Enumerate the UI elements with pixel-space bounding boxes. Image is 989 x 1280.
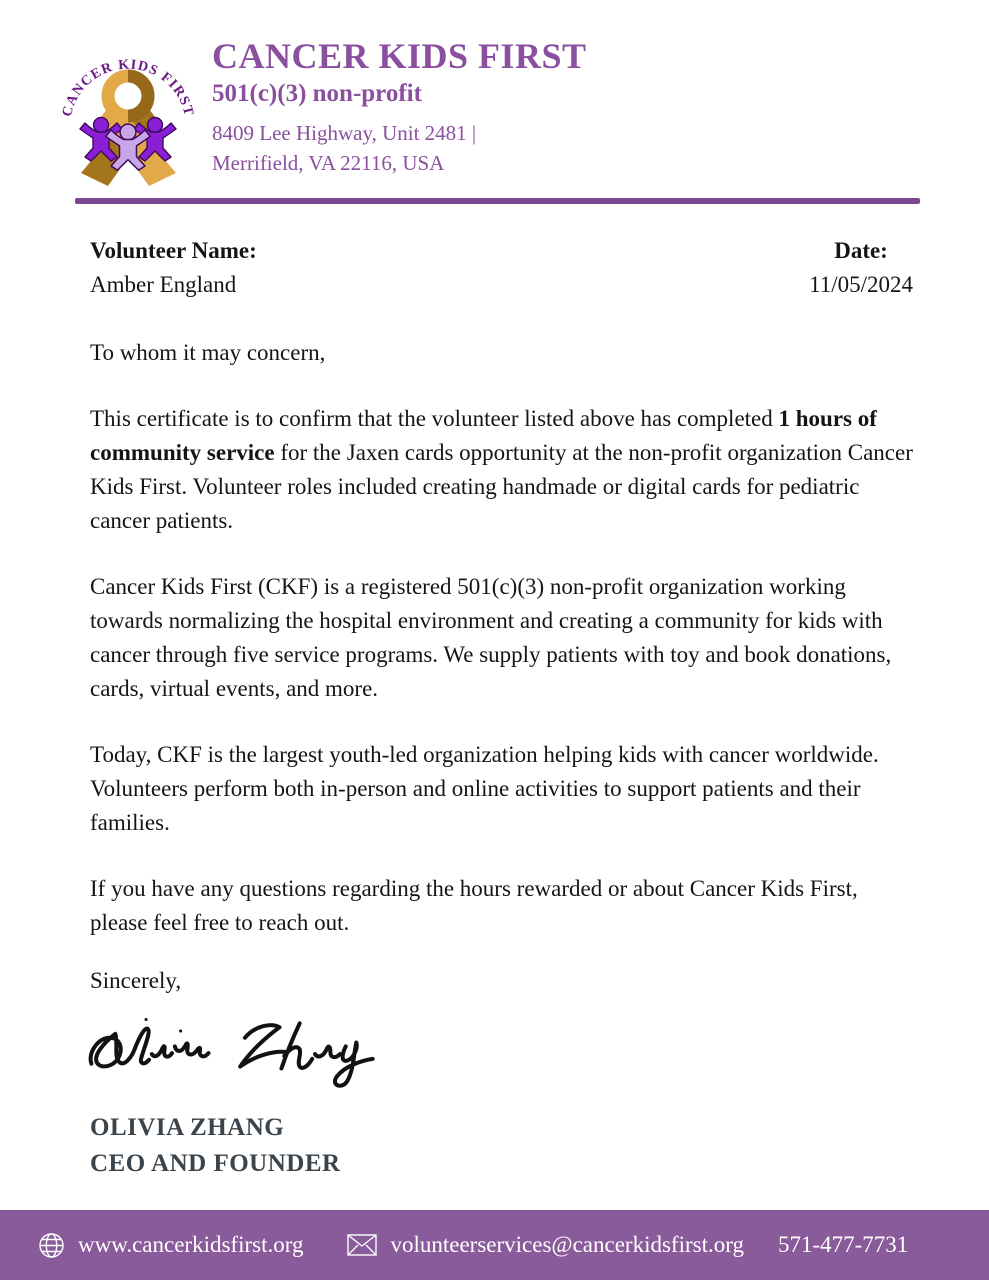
footer-website: www.cancerkidsfirst.org [78,1232,304,1257]
footer-email-group [347,1232,744,1258]
address-line-2: Merrifield, VA 22116, USA [212,150,445,175]
letterhead [0,0,989,188]
date-label: Date: [834,238,888,263]
envelope-icon [347,1234,377,1256]
ribbon-logo [58,28,198,188]
ribbon-loop-left [108,76,128,116]
signer-name: OLIVIA ZHANG [90,1114,285,1141]
volunteer-block [90,234,257,302]
footer-phone: 571-477-7731 [777,1232,909,1257]
volunteer-name-value: Amber England [90,272,237,297]
paragraph-1-post: for the Jaxen cards opportunity at the non-profit organization Cancer Kids First. Volunteer roles included creating handmade or digital cards for pediatric cancer patients. [90,440,913,533]
footer-bar [0,1210,989,1280]
meta-row [90,234,913,302]
closing: Sincerely, [90,968,182,993]
paragraph-1 [90,402,913,538]
org-name: CANCER KIDS FIRST [212,36,587,76]
ribbon-loop-right [128,76,148,116]
date-value: 11/05/2024 [809,272,913,297]
paragraph-4: If you have any questions regarding the hours rewarded or about Cancer Kids First, please feel free to reach out. [90,876,858,935]
letter-body [0,204,989,1182]
date-block [809,234,913,302]
cancer-kids-first-logo-icon [58,28,198,188]
org-address [212,118,587,178]
paragraph-2: Cancer Kids First (CKF) is a registered 501(c)(3) non-profit organization working towards normalizing the hospital environment and creating a community for kids with cancer through five service programs. We supply patients with toy and book donations, cards, virtual events, and more. [90,574,892,701]
footer-website-group [38,1232,303,1259]
org-type: 501(c)(3) non-profit [212,79,422,107]
globe-icon [38,1232,65,1259]
address-line-1: 8409 Lee Highway, Unit 2481 | [212,120,477,145]
letterhead-text [212,28,587,178]
paragraph-1-bold: 1 hours of community service [90,406,877,465]
paragraph-3: Today, CKF is the largest youth-led organization helping kids with cancer worldwide. Volunteers perform both in-person and online activities to support patients and their families. [90,742,879,835]
signature-image [84,1008,404,1104]
signature-block [90,1008,913,1182]
signer-title: CEO AND FOUNDER [90,1150,341,1177]
salutation: To whom it may concern, [90,340,326,365]
logo-arc-text: CANCER KIDS FIRST [59,57,197,119]
volunteer-name-label: Volunteer Name: [90,238,257,263]
paragraph-1-pre: This certificate is to confirm that the volunteer listed above has completed [90,406,779,431]
footer-email: volunteerservices@cancerkidsfirst.org [390,1232,744,1257]
